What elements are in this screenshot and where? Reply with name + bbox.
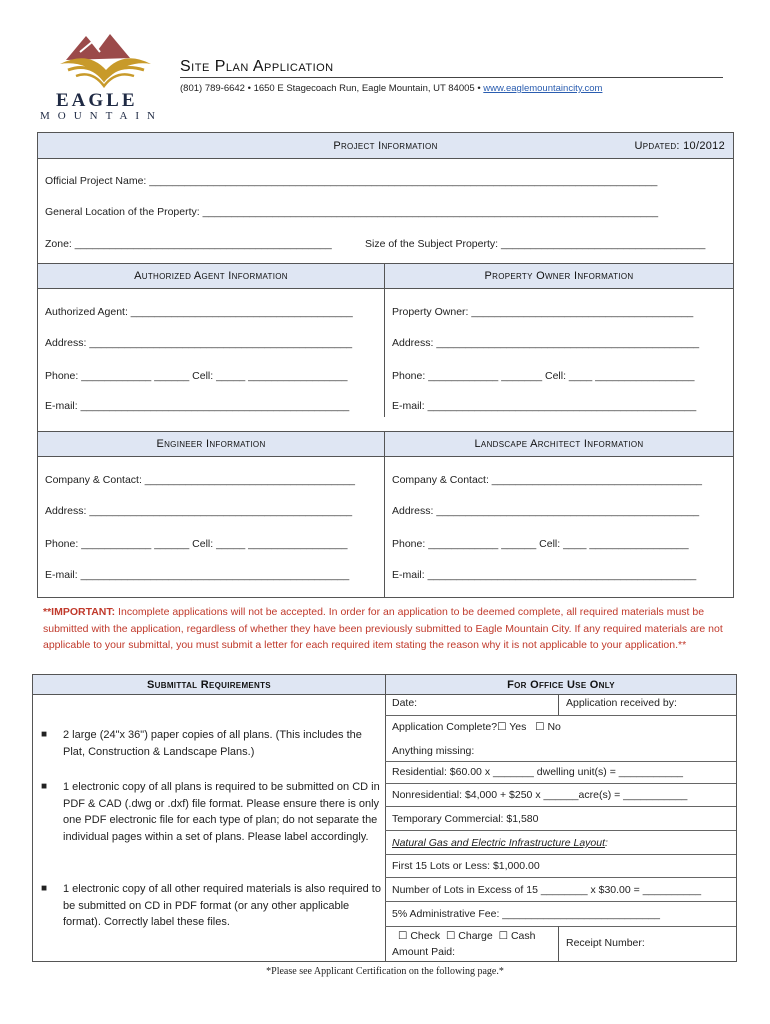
gas-electric-label: Natural Gas and Electric Infrastructure Layout — [392, 837, 606, 849]
received-by-field[interactable]: Application received by: — [566, 697, 677, 709]
checkbox-cash[interactable]: ☐ — [498, 930, 509, 942]
office-row-rule — [385, 761, 736, 762]
application-complete-label: Application Complete? — [392, 721, 498, 733]
office-row-rule — [385, 715, 736, 716]
official-project-name-field[interactable]: Official Project Name: _______________________________________________________________________________________ — [45, 175, 658, 187]
charge-label: Charge — [458, 930, 493, 942]
header-address-line — [180, 83, 602, 94]
owner-phone-field[interactable]: Phone: ____________ _______ Cell: ____ _________________ — [392, 370, 695, 382]
office-date-divider — [558, 695, 559, 715]
important-label: **IMPORTANT: — [43, 606, 116, 618]
landscape-info-header — [384, 431, 733, 457]
engineer-email-field[interactable]: E-mail: ______________________________________________ — [45, 569, 350, 581]
owner-info-header — [384, 263, 733, 289]
office-row-rule — [385, 806, 736, 807]
submittal-requirements-header — [33, 675, 385, 695]
residential-fee-field[interactable]: Residential: $60.00 x _______ dwelling unit(s) = ___________ — [392, 766, 684, 778]
zone-field[interactable]: Zone: ____________________________________________ — [45, 238, 332, 250]
checkbox-charge[interactable]: ☐ — [445, 930, 456, 942]
office-row-rule — [385, 926, 736, 927]
engineer-phone-field[interactable]: Phone: ____________ ______ Cell: _____ _________________ — [45, 538, 348, 550]
yes-label: Yes — [509, 721, 527, 733]
engineer-company-field[interactable]: Company & Contact: ____________________________________ — [45, 474, 356, 486]
payment-method-row — [398, 930, 535, 942]
eagle-mountain-icon — [58, 30, 153, 88]
checkbox-yes[interactable]: ☐ — [497, 721, 507, 733]
agent-address-field[interactable]: Address: _____________________________________________ — [45, 337, 353, 349]
admin-fee-field[interactable]: 5% Administrative Fee: ___________________________ — [392, 908, 660, 920]
check-label: Check — [410, 930, 441, 942]
logo-sub: MOUNTAIN — [40, 110, 164, 122]
landscape-info-heading: Landscape Architect Information — [474, 438, 644, 450]
office-use-header — [385, 675, 736, 695]
authorized-agent-field[interactable]: Authorized Agent: ______________________________________ — [45, 306, 353, 318]
agent-email-field[interactable]: E-mail: ______________________________________________ — [45, 400, 350, 412]
page-title: Site Plan Application — [180, 58, 334, 75]
owner-address-field[interactable]: Address: _____________________________________________ — [392, 337, 700, 349]
first-15-lots-fee: First 15 Lots or Less: $1,000.00 — [392, 860, 540, 872]
landscape-company-field[interactable]: Company & Contact: ____________________________________ — [392, 474, 703, 486]
eagle-mountain-logo — [38, 30, 173, 122]
project-info-heading: Project Information — [333, 139, 438, 152]
submittal-heading: Submittal Requirements — [147, 678, 271, 691]
website-link[interactable]: www.eaglemountaincity.com — [483, 83, 603, 94]
bullet-icon: ■ — [41, 781, 48, 792]
header-address: (801) 789-6642 • 1650 E Stagecoach Run, Eagle Mountain, UT 84005 • — [180, 83, 481, 94]
landscape-address-field[interactable]: Address: _____________________________________________ — [392, 505, 700, 517]
engineer-landscape-divider — [384, 457, 385, 597]
engineer-info-header — [38, 431, 384, 457]
property-size-field[interactable]: Size of the Subject Property: ___________________________________ — [365, 238, 706, 250]
application-complete-row — [392, 721, 561, 733]
owner-email-field[interactable]: E-mail: ______________________________________________ — [392, 400, 697, 412]
landscape-phone-field[interactable]: Phone: ____________ ______ Cell: ____ _________________ — [392, 538, 689, 550]
owner-info-heading: Property Owner Information — [484, 270, 634, 282]
gas-electric-colon: : — [605, 837, 608, 849]
office-row-rule — [385, 830, 736, 831]
submittal-office-grid — [32, 674, 737, 962]
gas-electric-heading — [392, 837, 608, 849]
property-location-field[interactable]: General Location of the Property: ______________________________________________________________________________ — [45, 206, 659, 218]
engineer-info-heading: Engineer Information — [156, 438, 266, 450]
office-date-field[interactable]: Date: — [392, 697, 418, 709]
footer-note: *Please see Applicant Certification on the following page.* — [266, 966, 504, 977]
office-row-rule — [385, 877, 736, 878]
bullet-icon: ■ — [41, 729, 48, 740]
office-row-rule — [385, 854, 736, 855]
excess-lots-field[interactable]: Number of Lots in Excess of 15 ________ x $30.00 = __________ — [392, 884, 702, 896]
important-text: Incomplete applications will not be accepted. In order for an application to be deemed complete, all required materials must be submitted with the application, regardless of whether they have been previously submitted to Eagle Mountain City. If any required materials are not applicable to your submittal, you must submit a letter for each required item stating the reason why it is not applicable to your application.** — [43, 606, 723, 651]
receipt-number-field[interactable]: Receipt Number: — [566, 937, 645, 949]
office-row-rule — [385, 901, 736, 902]
nonresidential-fee-field[interactable]: Nonresidential: $4,000 + $250 x ______acre(s) = ___________ — [392, 789, 688, 801]
header-rule — [180, 77, 723, 78]
agent-phone-field[interactable]: Phone: ____________ ______ Cell: _____ _________________ — [45, 370, 348, 382]
updated-label: Updated: 10/2012 — [634, 139, 725, 152]
project-info-header — [38, 133, 733, 159]
receipt-divider — [558, 926, 559, 961]
application-form — [37, 132, 734, 598]
landscape-email-field[interactable]: E-mail: ______________________________________________ — [392, 569, 697, 581]
agent-owner-divider — [384, 289, 385, 417]
office-row-rule — [385, 783, 736, 784]
agent-info-header — [38, 263, 384, 289]
office-heading: For Office Use Only — [507, 678, 615, 691]
anything-missing-field[interactable]: Anything missing: — [392, 745, 475, 757]
checkbox-check[interactable]: ☐ — [398, 930, 408, 942]
important-notice — [43, 604, 728, 654]
amount-paid-field[interactable]: Amount Paid: — [392, 946, 456, 958]
cash-label: Cash — [510, 930, 536, 942]
no-label: No — [547, 721, 561, 733]
property-owner-field[interactable]: Property Owner: ______________________________________ — [392, 306, 694, 318]
checkbox-no[interactable]: ☐ — [535, 721, 545, 733]
engineer-address-field[interactable]: Address: _____________________________________________ — [45, 505, 353, 517]
temporary-commercial-fee: Temporary Commercial: $1,580 — [392, 813, 539, 825]
logo-word: EAGLE — [56, 90, 138, 111]
submittal-item-text: 2 large (24"x 36") paper copies of all plans. (This includes the Plat, Construction & Landscape Plans.) — [63, 729, 362, 758]
bullet-icon: ■ — [41, 883, 48, 894]
submittal-item-text: 1 electronic copy of all other required materials is also required to be submitted on CD in PDF format (or any other applicable format). Correctly label these files. — [63, 883, 381, 928]
grid-center-divider — [385, 695, 386, 961]
submittal-item-text: 1 electronic copy of all plans is required to be submitted on CD in PDF & CAD (.dwg or .dxf) file format. Please ensure there is only one PDF electronic file for each type of plan; do not separate the individual pages within a set of plans. Please label accordingly. — [63, 781, 380, 843]
agent-info-heading: Authorized Agent Information — [134, 270, 288, 282]
